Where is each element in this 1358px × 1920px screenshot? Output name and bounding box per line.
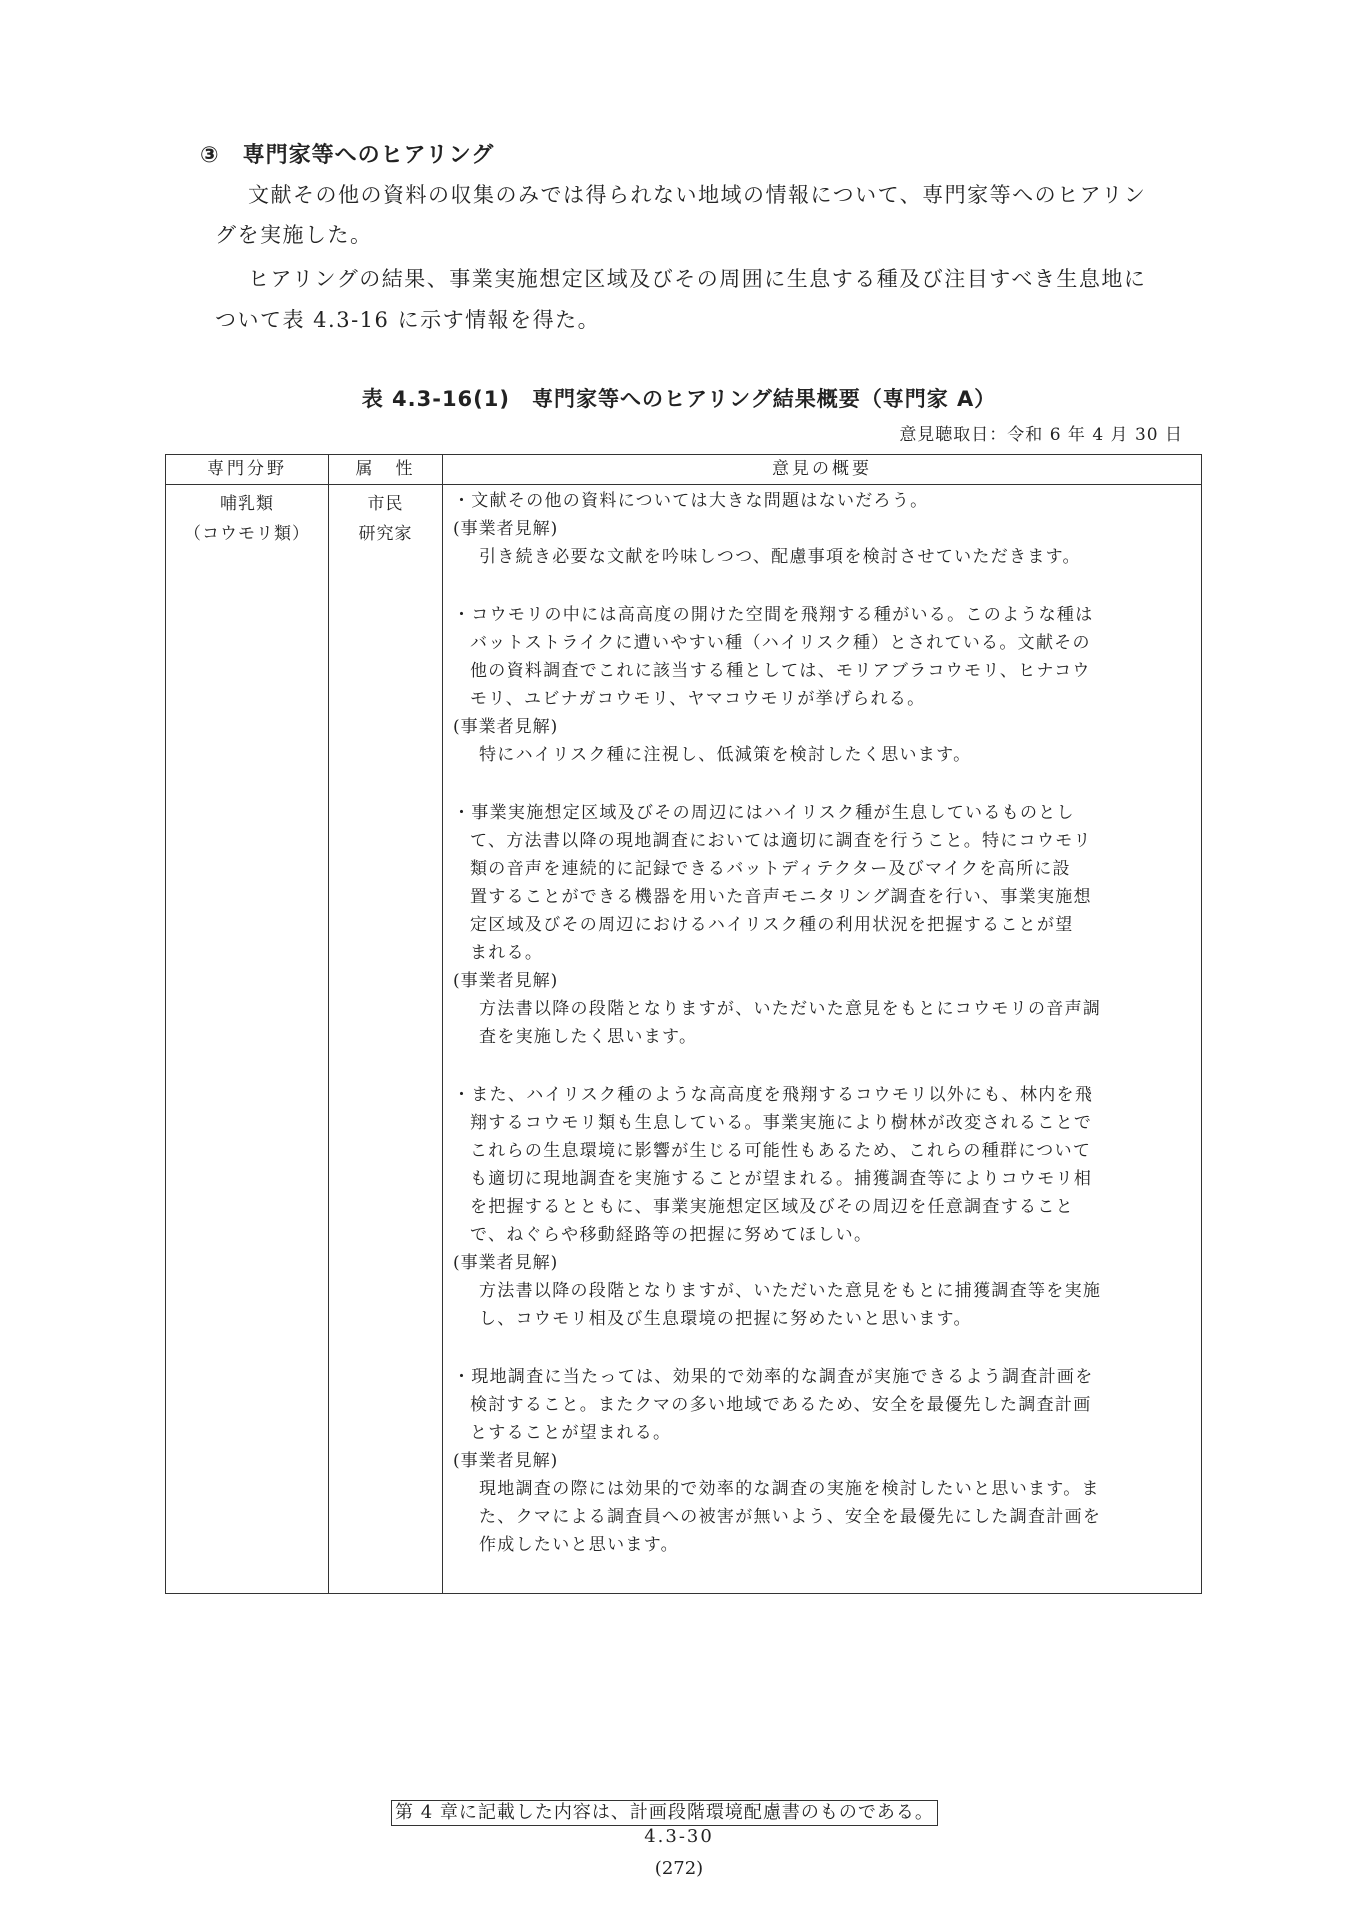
- opinion-line: 類の音声を連続的に記録できるバットディテクター及びマイクを高所に設: [470, 859, 1071, 879]
- opinion-line: まれる。: [470, 943, 544, 963]
- response-line: 査を実施したく思います。: [479, 1027, 698, 1047]
- header-summary: 意見の概要: [443, 455, 1202, 485]
- response-line: 方法書以降の段階となりますが、いただいた意見をもとにコウモリの音声調: [479, 999, 1102, 1019]
- opinion-item: [453, 799, 1187, 1051]
- opinion-line: ・また、ハイリスク種のような高高度を飛翔するコウモリ以外にも、林内を飛: [453, 1085, 1094, 1105]
- hearing-date: 意見聴取日：令和 6 年 4 月 30 日: [899, 425, 1183, 445]
- response-line: 方法書以降の段階となりますが、いただいた意見をもとに捕獲調査等を実施: [479, 1281, 1102, 1301]
- page-total: (272): [654, 1858, 704, 1879]
- response-line: た、クマによる調査員への被害が無いよう、安全を最優先にした調査計画を: [479, 1507, 1102, 1527]
- response-label: (事業者見解): [453, 519, 559, 539]
- paragraph-1-line-1: 文献その他の資料の収集のみでは得られない地域の情報について、専門家等へのヒアリン: [248, 183, 1147, 207]
- opinion-line: バットストライクに遭いやすい種（ハイリスク種）とされている。文献その: [470, 633, 1091, 653]
- opinion-line: て、方法書以降の現地調査においては適切に調査を行うこと。特にコウモリ: [470, 831, 1092, 851]
- opinion-line: 他の資料調査でこれに該当する種としては、モリアブラコウモリ、ヒナコウ: [470, 661, 1091, 681]
- table-header-row: [166, 455, 1202, 485]
- paragraph-2-line-1: ヒアリングの結果、事業実施想定区域及びその周囲に生息する種及び注目すべき生息地に: [248, 267, 1147, 291]
- response-line: 作成したいと思います。: [479, 1535, 679, 1555]
- opinion-line: 定区域及びその周辺におけるハイリスク種の利用状況を把握することが望: [470, 915, 1074, 935]
- table-title: 表 4.3-16(1) 専門家等へのヒアリング結果概要（専門家 A）: [361, 387, 997, 411]
- response-label: (事業者見解): [453, 1253, 559, 1273]
- opinion-item: [453, 1363, 1187, 1559]
- page-number: 4.3-30: [644, 1826, 714, 1847]
- opinion-line: を把握するとともに、事業実施想定区域及びその周辺を任意調査すること: [470, 1197, 1074, 1217]
- response-label: (事業者見解): [453, 1451, 559, 1471]
- paragraph-1-line-2: グを実施した。: [215, 223, 373, 247]
- summary-cell: [443, 485, 1202, 1594]
- opinion-line: 置することができる機器を用いた音声モニタリング調査を行い、事業実施想: [470, 887, 1092, 907]
- table-row: [166, 485, 1202, 1594]
- opinion-item: [453, 1081, 1187, 1333]
- opinion-line: ・文献その他の資料については大きな問題はないだろう。: [453, 491, 929, 511]
- response-line: 特にハイリスク種に注視し、低減策を検討したく思います。: [479, 745, 972, 765]
- hearing-results-table: [165, 454, 1202, 1594]
- opinion-line: モリ、ユビナガコウモリ、ヤマコウモリが挙げられる。: [470, 689, 926, 709]
- opinion-line: とすることが望まれる。: [470, 1423, 672, 1443]
- field-line-1: 哺乳類: [220, 494, 274, 514]
- field-cell: [166, 485, 329, 1594]
- opinion-line: これらの生息環境に影響が生じる可能性もあるため、これらの種群について: [470, 1141, 1092, 1161]
- section-heading: ③ 専門家等へのヒアリング: [200, 143, 495, 168]
- opinion-line: で、ねぐらや移動経路等の把握に努めてほしい。: [470, 1225, 873, 1245]
- paragraph-2-line-2: ついて表 4.3-16 に示す情報を得た。: [215, 308, 601, 332]
- footer-note: 第 4 章に記載した内容は、計画段階環境配慮書のものである。: [391, 1800, 938, 1826]
- opinion-item: [453, 487, 1187, 571]
- opinion-line: も適切に現地調査を実施することが望まれる。捕獲調査等によりコウモリ相: [470, 1169, 1093, 1189]
- opinion-line: 検討すること。またクマの多い地域であるため、安全を最優先した調査計画: [470, 1395, 1092, 1415]
- opinion-line: ・事業実施想定区域及びその周辺にはハイリスク種が生息しているものとし: [453, 803, 1075, 823]
- field-line-2: （コウモリ類）: [184, 524, 310, 544]
- response-line: し、コウモリ相及び生息環境の把握に努めたいと思います。: [479, 1309, 972, 1329]
- opinion-line: ・現地調査に当たっては、効果的で効率的な調査が実施できるよう調査計画を: [453, 1367, 1094, 1387]
- response-label: (事業者見解): [453, 717, 559, 737]
- attribute-cell: [329, 485, 443, 1594]
- header-attribute: 属 性: [329, 455, 443, 485]
- response-line: 引き続き必要な文献を吟味しつつ、配慮事項を検討させていただきます。: [479, 547, 1081, 567]
- opinion-line: ・コウモリの中には高高度の開けた空間を飛翔する種がいる。このような種は: [453, 605, 1094, 625]
- header-field: 専門分野: [166, 455, 329, 485]
- opinion-item: [453, 601, 1187, 769]
- response-label: (事業者見解): [453, 971, 559, 991]
- opinion-line: 翔するコウモリ類も生息している。事業実施により樹林が改変されることで: [470, 1113, 1093, 1133]
- attribute-line-1: 市民: [367, 494, 404, 514]
- attribute-line-2: 研究家: [358, 524, 413, 544]
- response-line: 現地調査の際には効果的で効率的な調査の実施を検討したいと思います。ま: [479, 1479, 1100, 1499]
